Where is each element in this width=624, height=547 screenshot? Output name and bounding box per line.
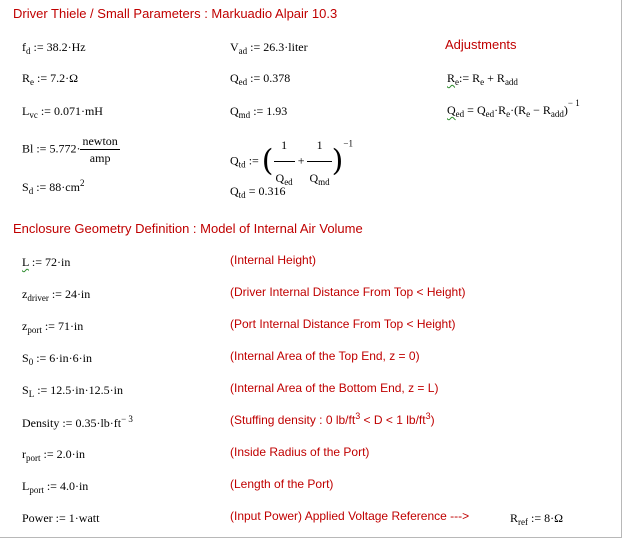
fraction-qmd: $\frac{1}{Q_{md}}$: [307, 130, 331, 193]
geom-lport[interactable]: $L_{port}$ := 4.0·in: [22, 479, 89, 495]
comment-height: (Internal Height): [230, 253, 317, 267]
section-header-driver: Driver Thiele / Small Parameters : Markuadio Alpair 10.3: [13, 6, 338, 21]
comment-power: (Input Power) Applied Voltage Reference --->: [230, 509, 470, 523]
geom-zport[interactable]: $z_{port}$ := 71·in: [22, 319, 84, 335]
adjustments-label: Adjustments: [445, 37, 517, 52]
paren-open: (: [261, 143, 274, 179]
adjust-re[interactable]: $R_e:= R_e + R_{add}$: [447, 71, 518, 87]
param-re[interactable]: $R_e$ := 7.2·Ω: [22, 71, 79, 87]
param-qed[interactable]: $Q_{ed}$ := 0.378: [230, 71, 291, 87]
geom-height[interactable]: L := 72·in: [22, 255, 71, 269]
geom-zdriver[interactable]: $z_{driver}$ := 24·in: [22, 287, 91, 303]
geom-density[interactable]: Density := $0.35\cdot lb\cdot ft^{- 3}$: [22, 414, 133, 430]
comment-zport: (Port Internal Distance From Top < Height): [230, 317, 456, 331]
comment-rport: (Inside Radius of the Port): [230, 445, 370, 459]
section-header-enclosure: Enclosure Geometry Definition : Model of Internal Air Volume: [13, 221, 363, 236]
param-qtd-formula[interactable]: $Q_{td}$ := ( $\frac{1}{Q_{ed}}$ + $\frac{1}{Q_{md}}$ )$^{-1}$: [230, 130, 353, 193]
param-rref[interactable]: $R_{ref}$ := 8·Ω: [510, 511, 564, 527]
paren-close: ): [331, 143, 344, 179]
bl-unit-fraction: $\frac{\text{newton}}{\text{amp}}$: [82, 134, 118, 165]
param-lvc[interactable]: $L_{vc}$ := 0.071·mH: [22, 104, 103, 120]
comment-zdriver: (Driver Internal Distance From Top < Height): [230, 285, 466, 299]
param-qtd-result: $Q_{td} = 0.316$: [230, 184, 286, 200]
param-qmd[interactable]: $Q_{md}$ := 1.93: [230, 104, 288, 120]
comment-density: (Stuffing density : 0 $lb/ft^3 < D < 1$ $lb/ft^3$): [230, 411, 435, 427]
fraction-qed: $\frac{1}{Q_{ed}}$: [274, 130, 295, 193]
param-fd[interactable]: $f_d$ := 38.2·Hz: [22, 40, 86, 56]
param-bl[interactable]: Bl := 5.772· $\frac{\text{newton}}{\text{amp}}$: [22, 134, 118, 165]
param-vad[interactable]: $V_{ad}$ := 26.3·liter: [230, 40, 308, 56]
comment-lport: (Length of the Port): [230, 477, 334, 491]
geom-sl[interactable]: $S_L$ := 12.5·in·12.5·in: [22, 383, 123, 399]
adjust-qed[interactable]: $Q_{ed} = Q_{ed}\cdot R_e\cdot(R_e - R_{add})^{- 1}$: [447, 98, 580, 119]
geom-s0[interactable]: $S_0$ := 6·in·6·in: [22, 351, 92, 367]
comment-sl: (Internal Area of the Bottom End, z = L): [230, 381, 439, 395]
geom-rport[interactable]: $r_{port}$ := 2.0·in: [22, 447, 85, 463]
comment-s0: (Internal Area of the Top End, z = 0): [230, 349, 420, 363]
param-sd[interactable]: $S_d$ := $88\cdot cm^2$: [22, 178, 85, 196]
geom-power[interactable]: Power := 1·watt: [22, 511, 100, 525]
